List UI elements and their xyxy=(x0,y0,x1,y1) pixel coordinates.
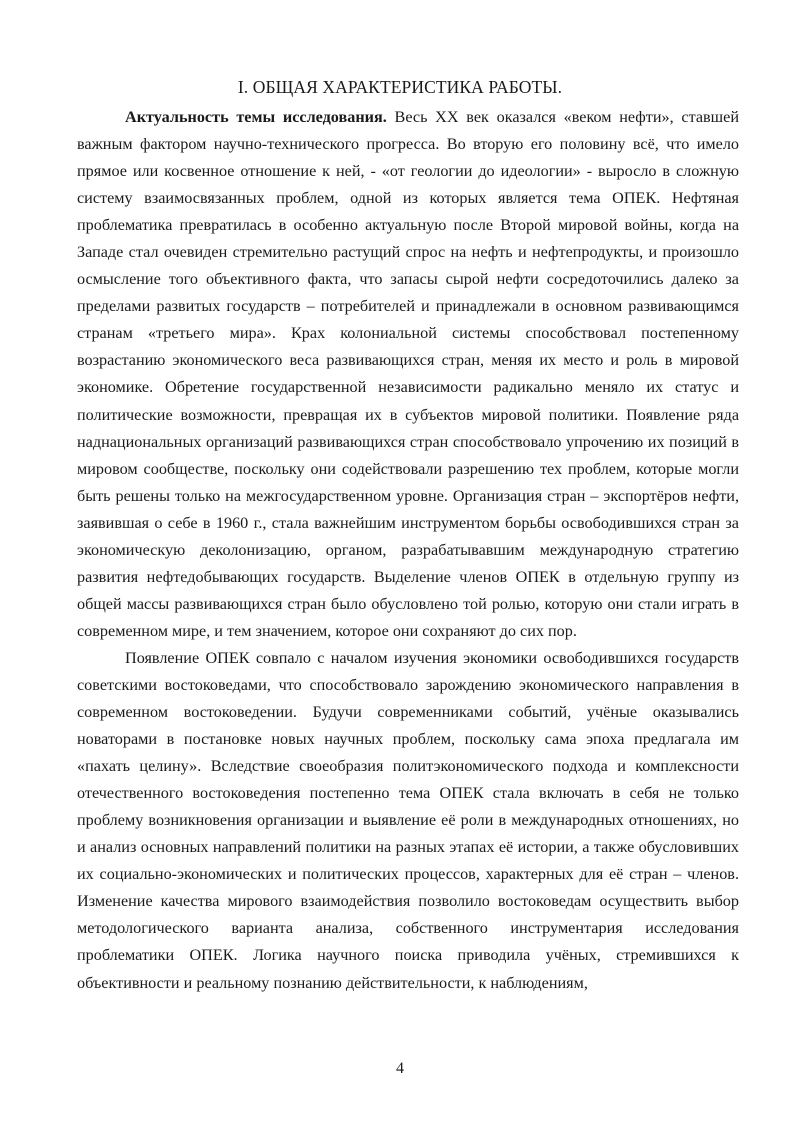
page-number: 4 xyxy=(396,1060,404,1077)
paragraph-opec-study xyxy=(77,645,739,997)
section-heading: I. ОБЩАЯ ХАРАКТЕРИСТИКА РАБОТЫ. xyxy=(237,77,563,97)
paragraph-text: Весь XX век оказался «веком нефти», ставшей важным фактором научно-технического прогресса. Во вторую его половину всё, что имело прямое или косвенное отношение к ней, - «от геологии до идеологии» - выросло в сложную систему взаимосвязанных проблем, одной из которых является тема ОПЕК. Нефтяная проблематика превратилась в особенно актуальную после Второй мировой войны, когда на Западе стал очевиден стремительно растущий спрос на нефть и нефтепродукты, и произошло осмысление того объективного факта, что запасы сырой нефти сосредоточились далеко за пределами развитых государств – потребителей и принадлежали в основном развивающимся странам «третьего мира». Крах колониальной системы способствовал постепенному возрастанию экономического веса развивающихся стран, меняя их место и роль в мировой экономике. Обретение государственной независимости радикально меняло их статус и политические возможности, превращая их в субъектов мировой политики. Появление ряда наднациональных организаций развивающихся стран способствовало упрочению их позиций в мировом сообществе, поскольку они содействовали разрешению тех проблем, которые могли быть решены только на межгосударственном уровне. Организация стран – экспортёров нефти, заявившая о себе в 1960 г., стала важнейшим инструментом борьбы освободившихся стран за экономическую деколонизацию, органом, разрабатывавшим международную стратегию развития нефтедобывающих государств. Выделение членов ОПЕК в отдельную группу из общей массы развивающихся стран было обусловлено той ролью, которую они стали играть в современном мире, и тем значением, которое они сохраняют до сих пор. xyxy=(77,108,739,640)
body-text xyxy=(77,104,739,997)
paragraph-lead: Актуальность темы исследования. xyxy=(125,108,387,126)
paragraph-text: Появление ОПЕК совпало с началом изучения экономики освободившихся государств советскими востоковедами, что способствовало зарождению экономического направления в современном востоковедении. Будучи современниками событий, учёные оказывались новаторами в постановке новых научных проблем, поскольку сама эпоха предлагала им «пахать целину». Вследствие своеобразия политэкономического подхода и комплексности отечественного востоковедения постепенно тема ОПЕК стала включать в себя не только проблему возникновения организации и выявление её роли в международных отношениях, но и анализ основных направлений политики на разных этапах её истории, а также обусловивших их социально-экономических и политических процессов, характерных для её стран – членов. Изменение качества мирового взаимодействия позволило востоковедам осуществить выбор методологического варианта анализа, собственного инструментария исследования проблематики ОПЕК. Логика научного поиска приводила учёных, стремившихся к объективности и реальному познанию действительности, к наблюдениям, xyxy=(77,648,739,992)
paragraph-relevance xyxy=(77,104,739,645)
